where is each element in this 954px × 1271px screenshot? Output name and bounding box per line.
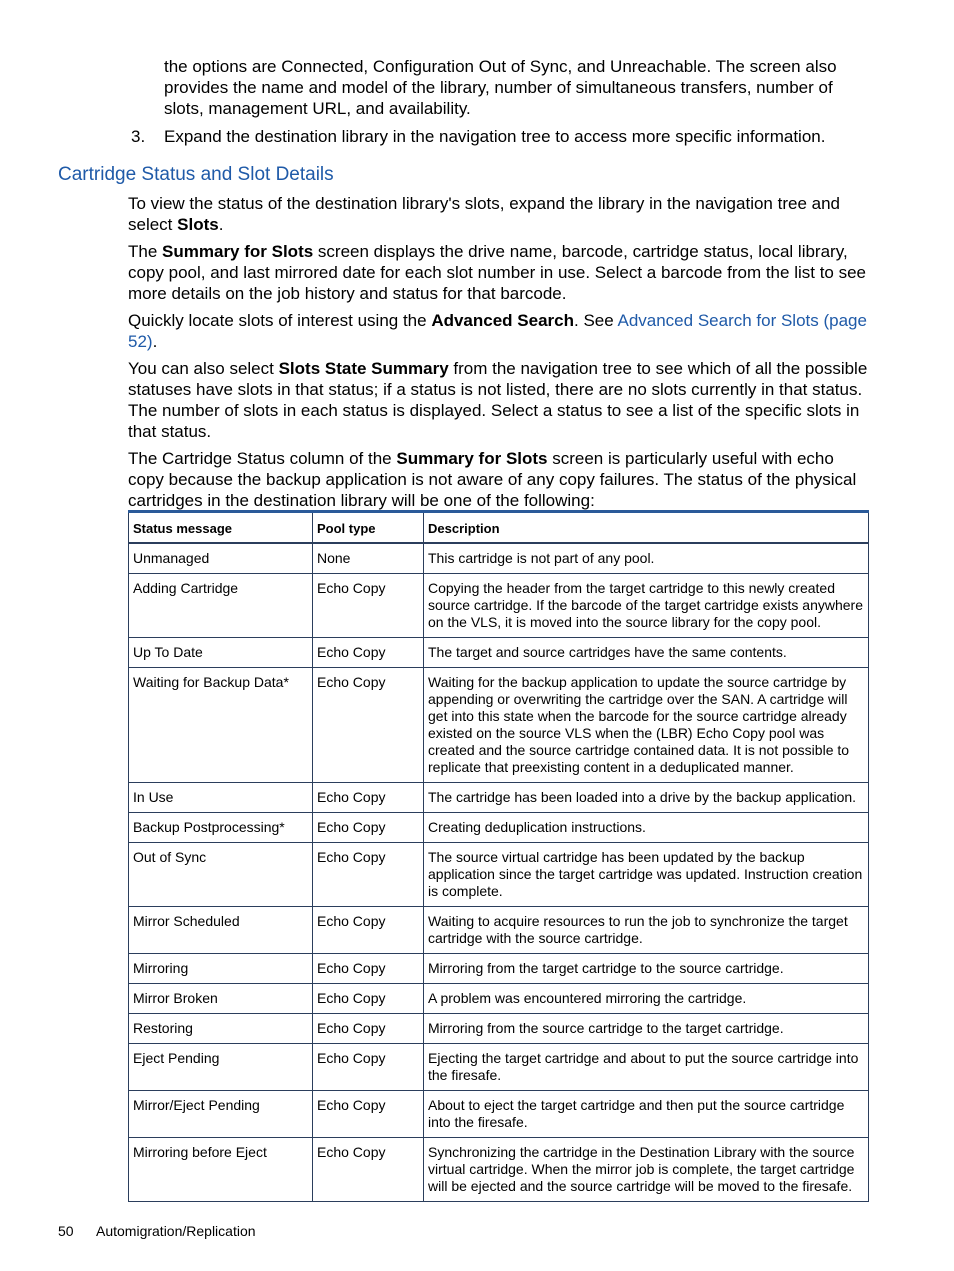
cell-pool-type: Echo Copy — [313, 574, 424, 638]
cell-status: Adding Cartridge — [129, 574, 313, 638]
table-row — [129, 1044, 869, 1091]
cell-description: Synchronizing the cartridge in the Destination Library with the source virtual cartridge. When the mirror job is complete, the target cartridge will be ejected and the source cartridge will be moved to the firesafe. — [424, 1138, 869, 1202]
paragraph-view-slots: To view the status of the destination library's slots, expand the library in the navigation tree and select Slots. — [128, 194, 840, 234]
cell-description: Ejecting the target cartridge and about to put the source cartridge into the firesafe. — [424, 1044, 869, 1091]
page-number: 50 — [58, 1223, 74, 1239]
cell-description: Mirroring from the target cartridge to the source cartridge. — [424, 954, 869, 984]
cell-status: Mirroring — [129, 954, 313, 984]
page-footer — [58, 1222, 256, 1240]
cell-status: Up To Date — [129, 638, 313, 668]
paragraph-advanced-search: Quickly locate slots of interest using the Advanced Search. See Advanced Search for Slots (page 52). — [128, 311, 867, 351]
cell-status: In Use — [129, 783, 313, 813]
header-description: Description — [424, 512, 869, 544]
cell-pool-type: Echo Copy — [313, 907, 424, 954]
cell-pool-type: Echo Copy — [313, 783, 424, 813]
cell-description: Waiting for the backup application to update the source cartridge by appending or overwriting the cartridge over the SAN. A cartridge will get into this state when the barcode for the source cartridge already existed on the source VLS when the (LBR) Echo Copy pool was created and the source cartridge contained data. It is not possible to replicate that preexisting content in a deduplicated manner. — [424, 668, 869, 783]
cell-status: Unmanaged — [129, 543, 313, 574]
cell-description: A problem was encountered mirroring the cartridge. — [424, 984, 869, 1014]
table-row — [129, 984, 869, 1014]
cell-pool-type: Echo Copy — [313, 1044, 424, 1091]
term-slots: Slots — [177, 215, 219, 234]
cell-description: The target and source cartridges have the same contents. — [424, 638, 869, 668]
section-heading: Cartridge Status and Slot Details — [58, 164, 334, 185]
table-row — [129, 954, 869, 984]
cell-status: Mirror/Eject Pending — [129, 1091, 313, 1138]
cell-pool-type: Echo Copy — [313, 1138, 424, 1202]
table-row — [129, 1091, 869, 1138]
paragraph-slots-state-summary: You can also select Slots State Summary from the navigation tree to see which of all the possible statuses have slots in that status; if a status is not listed, there are no slots currently in that status. The number of slots in each status is displayed. Select a status to see a list of the specific slots in that status. — [128, 359, 868, 441]
table-row — [129, 843, 869, 907]
term-advanced-search: Advanced Search — [431, 311, 574, 330]
cell-status: Mirroring before Eject — [129, 1138, 313, 1202]
term-summary-for-slots-2: Summary for Slots — [396, 449, 548, 468]
section-body — [128, 193, 868, 517]
table-row — [129, 543, 869, 574]
cell-description: The source virtual cartridge has been updated by the backup application since the target cartridge was updated. Instruction creation is complete. — [424, 843, 869, 907]
step-text: Expand the destination library in the navigation tree to access more specific information. — [164, 127, 826, 146]
cell-status: Waiting for Backup Data* — [129, 668, 313, 783]
cell-description: Mirroring from the source cartridge to the target cartridge. — [424, 1014, 869, 1044]
table-row — [129, 574, 869, 638]
step-number: 3. — [131, 127, 146, 146]
cell-pool-type: Echo Copy — [313, 1091, 424, 1138]
header-status-message: Status message — [129, 512, 313, 544]
cell-status: Mirror Scheduled — [129, 907, 313, 954]
cell-pool-type: Echo Copy — [313, 638, 424, 668]
cell-description: This cartridge is not part of any pool. — [424, 543, 869, 574]
cell-description: About to eject the target cartridge and then put the source cartridge into the firesafe. — [424, 1091, 869, 1138]
cell-status: Backup Postprocessing* — [129, 813, 313, 843]
continuation-paragraph: the options are Connected, Configuration Out of Sync, and Unreachable. The screen also provides the name and model of the library, number of simultaneous transfers, number of slots, management URL, and availability. — [164, 57, 837, 118]
table-row — [129, 1138, 869, 1202]
cell-description: Copying the header from the target cartridge to this newly created source cartridge. If the barcode of the target cartridge exists anywhere on the VLS, it is moved into the source library for the copy pool. — [424, 574, 869, 638]
cell-status: Eject Pending — [129, 1044, 313, 1091]
cell-pool-type: Echo Copy — [313, 813, 424, 843]
table-row — [129, 668, 869, 783]
cell-pool-type: Echo Copy — [313, 1014, 424, 1044]
cell-description: Creating deduplication instructions. — [424, 813, 869, 843]
table-row — [129, 813, 869, 843]
chapter-title: Automigration/Replication — [96, 1223, 256, 1239]
table-row — [129, 783, 869, 813]
cell-pool-type: Echo Copy — [313, 984, 424, 1014]
table-row — [129, 1014, 869, 1044]
cell-status: Restoring — [129, 1014, 313, 1044]
header-pool-type: Pool type — [313, 512, 424, 544]
term-summary-for-slots: Summary for Slots — [162, 242, 314, 261]
cell-pool-type: Echo Copy — [313, 954, 424, 984]
cartridge-status-table — [128, 510, 869, 1202]
table-row — [129, 638, 869, 668]
paragraph-summary-for-slots: The Summary for Slots screen displays the drive name, barcode, cartridge status, local library, copy pool, and last mirrored date for each slot number in use. Select a barcode from the list to see more details on the job history and status for that barcode. — [128, 242, 866, 303]
cell-pool-type: None — [313, 543, 424, 574]
cell-description: Waiting to acquire resources to run the job to synchronize the target cartridge with the source cartridge. — [424, 907, 869, 954]
cell-status: Mirror Broken — [129, 984, 313, 1014]
table-row — [129, 907, 869, 954]
cell-status: Out of Sync — [129, 843, 313, 907]
term-slots-state-summary: Slots State Summary — [278, 359, 449, 378]
cell-description: The cartridge has been loaded into a drive by the backup application. — [424, 783, 869, 813]
cell-pool-type: Echo Copy — [313, 843, 424, 907]
paragraph-cartridge-status-column: The Cartridge Status column of the Summary for Slots screen is particularly useful with echo copy because the backup application is not aware of any copy failures. The status of the physical cartridges in the destination library will be one of the following: — [128, 449, 857, 510]
advanced-search-link[interactable]: Advanced Search for Slots (page 52) — [128, 311, 867, 351]
table-header-row — [129, 512, 869, 544]
cell-pool-type: Echo Copy — [313, 668, 424, 783]
